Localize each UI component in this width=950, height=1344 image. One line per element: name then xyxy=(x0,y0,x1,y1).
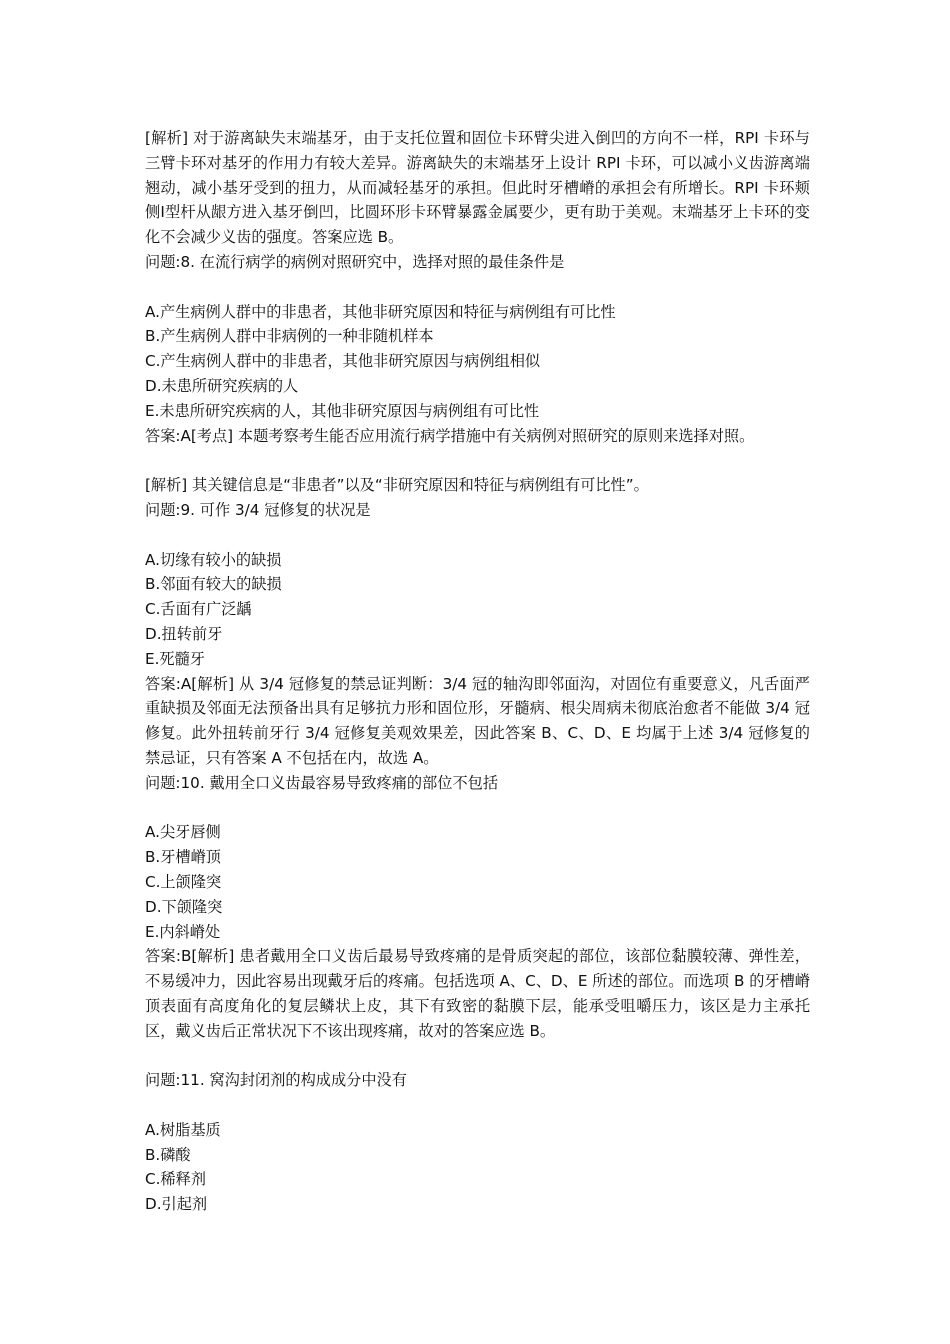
q10-option-e: E.内斜嵴处 xyxy=(145,922,221,941)
q7-analysis: [解析] 对于游离缺失末端基牙，由于支托位置和固位卡环臂尖进入倒凹的方向不一样，RPI 卡环与三臂卡环对基牙的作用力有较大差异。游离缺失的末端基牙上设计 RPI 卡环，可以减小义齿游离端翘动，减小基牙受到的扭力，从而减轻基牙的承担。但此时牙槽嵴的承担会有所增长。RPI 卡环颊侧Ⅰ型杆从龈方进入基牙倒凹，比圆环形卡环臂暴露金属要少，更有助于美观。末端基牙上卡环的变化不会减少义齿的强度。答案应选 B。 xyxy=(145,129,810,247)
document-page xyxy=(145,126,810,1217)
q10-option-b: B.牙槽嵴顶 xyxy=(145,848,221,867)
q8-option-e: E.未患所研究疾病的人，其他非研究原因与病例组有可比性 xyxy=(145,401,540,420)
q9-option-e: E.死髓牙 xyxy=(145,649,205,668)
q8-question: 问题:8. 在流行病学的病例对照研究中，选择对照的最佳条件是 xyxy=(145,252,565,271)
q9-option-b: B.邻面有较大的缺损 xyxy=(145,575,282,594)
q8-analysis: [解析] 其关键信息是“非患者”以及“非研究原因和特征与病例组有可比性”。 xyxy=(145,476,649,495)
q10-option-c: C.上颌隆突 xyxy=(145,872,222,891)
q9-question: 问题:9. 可作 3/4 冠修复的状况是 xyxy=(145,500,371,519)
q11-option-d: D.引起剂 xyxy=(145,1195,208,1214)
spacer xyxy=(145,523,810,548)
spacer xyxy=(145,448,810,473)
q10-answer: 答案:B[解析] 患者戴用全口义齿后最易导致疼痛的是骨质突起的部位，该部位黏膜较薄、弹性差，不易缓冲力，因此容易出现戴牙后的疼痛。包括选项 A、C、D、E 所述的部位。而选项 B 的牙槽嵴顶表面有高度角化的复层鳞状上皮，其下有致密的黏膜下层，能承受咀嚼压力，该区是力主承托区，戴义齿后正常状况下不该出现疼痛，故对的答案应选 B。 xyxy=(145,947,810,1040)
q8-option-d: D.未患所研究疾病的人 xyxy=(145,376,299,395)
q10-option-a: A.尖牙唇侧 xyxy=(145,823,221,842)
q9-option-c: C.舌面有广泛龋 xyxy=(145,600,252,619)
spacer xyxy=(145,796,810,821)
q8-option-c: C.产生病例人群中的非患者，其他非研究原因与病例组相似 xyxy=(145,352,541,371)
q10-option-d: D.下颌隆突 xyxy=(145,897,223,916)
q9-option-d: D.扭转前牙 xyxy=(145,624,223,643)
q11-question: 问题:11. 窝沟封闭剂的构成成分中没有 xyxy=(145,1071,407,1090)
q9-option-a: A.切缘有较小的缺损 xyxy=(145,550,282,569)
q9-answer: 答案:A[解析] 从 3/4 冠修复的禁忌证判断：3/4 冠的轴沟即邻面沟，对固位有重要意义，凡舌面严重缺损及邻面无法预备出具有足够抗力形和固位形，牙髓病、根尖周病未彻底治愈者不能做 3/4 冠修复。此外扭转前牙行 3/4 冠修复美观效果差，因此答案 B、C、D、E 均属于上述 3/4 冠修复的禁忌证，只有答案 A 不包括在内，故选 A。 xyxy=(145,674,810,767)
q11-option-c: C.稀释剂 xyxy=(145,1170,206,1189)
q8-answer: 答案:A[考点] 本题考察考生能否应用流行病学措施中有关病例对照研究的原则来选择对照。 xyxy=(145,426,755,445)
q8-option-a: A.产生病例人群中的非患者，其他非研究原因和特征与病例组有可比性 xyxy=(145,302,616,321)
spacer xyxy=(145,1043,810,1068)
q10-question: 问题:10. 戴用全口义齿最容易导致疼痛的部位不包括 xyxy=(145,773,499,792)
spacer xyxy=(145,275,810,300)
q8-option-b: B.产生病例人群中非病例的一种非随机样本 xyxy=(145,327,434,346)
spacer xyxy=(145,1093,810,1118)
q11-option-a: A.树脂基质 xyxy=(145,1120,221,1139)
q11-option-b: B.磷酸 xyxy=(145,1145,191,1164)
